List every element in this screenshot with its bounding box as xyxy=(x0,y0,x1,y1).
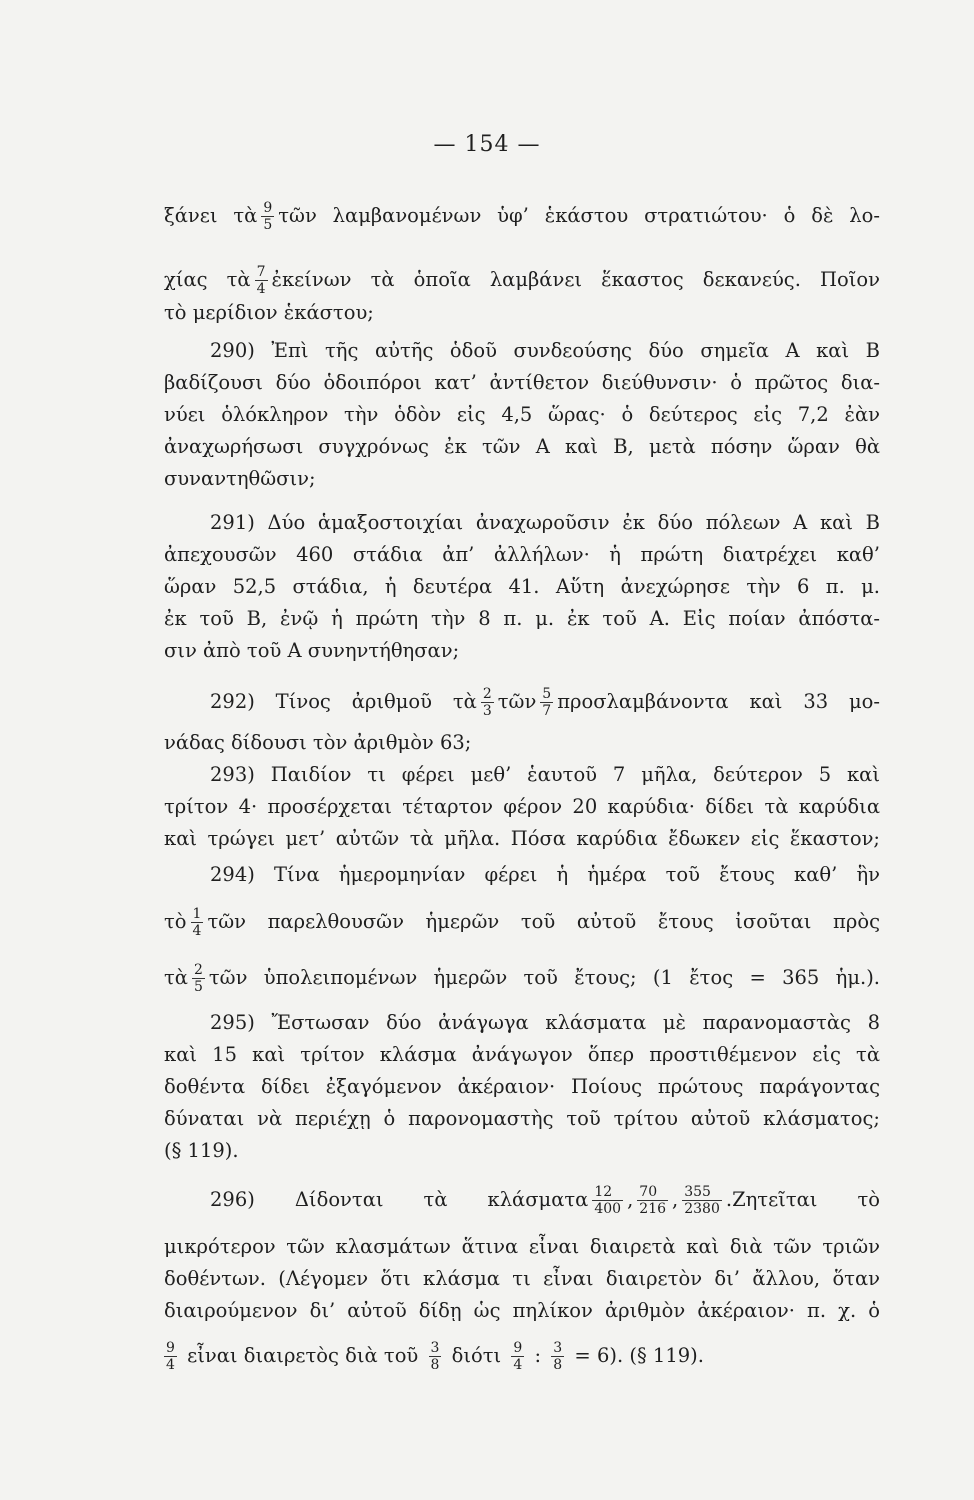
problem-290-line: ἀναχωρήσωσι συγχρόνως ἐκ τῶν Α καὶ Β, μετὰ πόσην ὥραν θὰ xyxy=(164,435,880,458)
fraction: $\frac{9}{5}$ xyxy=(263,200,273,233)
fraction: $\frac{355}{2380}$ xyxy=(684,1184,720,1217)
fraction: $\frac{5}{7}$ xyxy=(542,686,552,719)
problem-290-line: συναντηθῶσιν; xyxy=(164,467,316,490)
problem-296-line: $\frac{9}{4}$ εἶναι διαιρετὸς διὰ τοῦ $\frac{3}{8}$ διότι $\frac{9}{4}$ : $\frac{3}{8}$ = 6). (§ 119). xyxy=(166,1340,704,1373)
problem-291-line: ὥραν 52,5 στάδια, ἡ δευτέρα 41. Αὕτη ἀνεχώρησε τὴν 6 π. μ. xyxy=(164,575,880,598)
problem-293-line: τρίτον 4· προσέρχεται τέταρτον φέρον 20 καρύδια· δίδει τὰ καρύδια xyxy=(164,795,880,818)
fraction: $\frac{2}{3}$ xyxy=(482,686,492,719)
problem-291-line: 291) Δύο ἁμαξοστοιχίαι ἀναχωροῦσιν ἐκ δύο πόλεων Α καὶ Β xyxy=(210,511,880,534)
problem-294-line: 294) Τίνα ἡμερομηνίαν φέρει ἡ ἡμέρα τοῦ ἔτους καθ’ ἣν xyxy=(210,863,880,886)
problem-290-line: νύει ὁλόκληρον τὴν ὁδὸν εἰς 4,5 ὥρας· ὁ δεύτερος εἰς 7,2 ἐὰν xyxy=(164,403,880,426)
fraction: $\frac{3}{8}$ xyxy=(430,1340,440,1373)
fraction: $\frac{7}{4}$ xyxy=(256,264,266,297)
problem-290-line: 290) Ἐπὶ τῆς αὐτῆς ὁδοῦ συνδεούσης δύο σημεῖα Α καὶ Β xyxy=(210,339,880,362)
problem-291-line: ἀπεχουσῶν 460 στάδια ἀπ’ ἀλλήλων· ἡ πρώτη διατρέχει καθ’ xyxy=(164,543,880,566)
problem-295-line: καὶ 15 καὶ τρίτον κλάσμα ἀνάγωγον ὅπερ προστιθέμενον εἰς τὰ xyxy=(164,1043,880,1066)
problem-290-line: βαδίζουσι δύο ὁδοιπόροι κατ’ ἀντίθετον διεύθυνσιν· ὁ πρῶτος δια- xyxy=(164,371,880,394)
fraction: $\frac{9}{4}$ xyxy=(513,1340,523,1373)
problem-294-line: τὸ $\frac{1}{4}$ τῶν παρελθουσῶν ἡμερῶν τοῦ αὐτοῦ ἔτους ἰσοῦται πρὸς xyxy=(164,906,880,939)
problem-292-line: 292) Τίνος ἀριθμοῦ τὰ $\frac{2}{3}$ τῶν $\frac{5}{7}$ προσλαμβάνοντα καὶ 33 μο- xyxy=(210,686,880,719)
problem-296-line: δοθέντων. (Λέγομεν ὅτι κλάσμα τι εἶναι διαιρετὸν δι’ ἄλλου, ὅταν xyxy=(164,1267,880,1290)
problem-295-line: 295) Ἔστωσαν δύο ἀνάγωγα κλάσματα μὲ παρανομαστὰς 8 xyxy=(210,1011,880,1034)
problem-296-line: μικρότερον τῶν κλασμάτων ἅτινα εἶναι διαιρετὰ καὶ διὰ τῶν τριῶν xyxy=(164,1235,880,1258)
problem-293-line: 293) Παιδίον τι φέρει μεθ’ ἑαυτοῦ 7 μῆλα, δεύτερον 5 καὶ xyxy=(210,763,880,786)
problem-295-line: δύναται νὰ περιέχῃ ὁ παρονομαστὴς τοῦ τρίτου αὐτοῦ κλάσματος; xyxy=(164,1107,880,1130)
problem-295-line: (§ 119). xyxy=(164,1139,239,1162)
fraction: $\frac{1}{4}$ xyxy=(192,906,202,939)
text-line: ξάνει τὰ $\frac{9}{5}$ τῶν λαμβανομένων ὑφ’ ἑκάστου στρατιώτου· ὁ δὲ λο- xyxy=(164,200,880,233)
text-line: τὸ μερίδιον ἑκάστου; xyxy=(164,301,374,324)
problem-291-line: ἐκ τοῦ Β, ἐνῷ ἡ πρώτη τὴν 8 π. μ. ἐκ τοῦ Α. Εἰς ποίαν ἀπόστα- xyxy=(164,607,880,630)
problem-296-line: διαιρούμενον δι’ αὐτοῦ δίδῃ ὡς πηλίκον ἀριθμὸν ἀκέραιον· π. χ. ὁ xyxy=(164,1299,880,1322)
problem-294-line: τὰ $\frac{2}{5}$ τῶν ὑπολειπομένων ἡμερῶν τοῦ ἔτους; (1 ἔτος = 365 ἡμ.). xyxy=(164,962,880,995)
fraction: $\frac{9}{4}$ xyxy=(166,1340,175,1373)
problem-291-line: σιν ἀπὸ τοῦ Α συνηντήθησαν; xyxy=(164,639,460,662)
problem-295-line: δοθέντα δίδει ἐξαγόμενον ἀκέραιον· Ποίους πρώτους παράγοντας xyxy=(164,1075,880,1098)
fraction: $\frac{3}{8}$ xyxy=(553,1340,563,1373)
page-number: — 154 — xyxy=(433,132,541,157)
problem-292-line: νάδας δίδουσι τὸν ἀριθμὸν 63; xyxy=(164,731,472,754)
fraction: $\frac{2}{5}$ xyxy=(193,962,203,995)
fraction: $\frac{70}{216}$ xyxy=(639,1184,667,1217)
text-line: χίας τὰ $\frac{7}{4}$ ἐκείνων τὰ ὁποῖα λαμβάνει ἕκαστος δεκανεύς. Ποῖον xyxy=(164,264,880,297)
problem-296-line: 296) Δίδονται τὰ κλάσματα $\frac{12}{400}$ , $\frac{70}{216}$ , $\frac{355}{2380}$ .Ζητεῖται τὸ xyxy=(210,1184,880,1217)
problem-293-line: καὶ τρώγει μετ’ αὐτῶν τὰ μῆλα. Πόσα καρύδια ἔδωκεν εἰς ἕκαστον; xyxy=(164,827,880,850)
fraction: $\frac{12}{400}$ xyxy=(594,1184,622,1217)
